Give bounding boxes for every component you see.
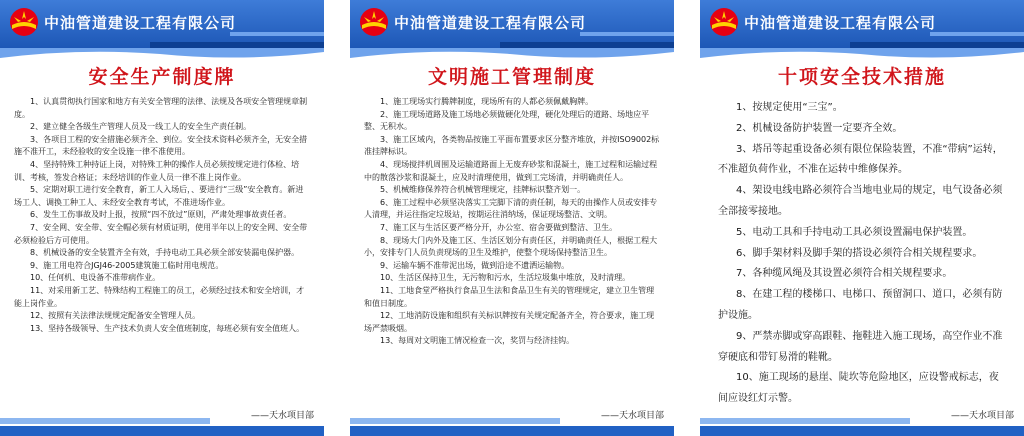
board-ten-safety-measures [700, 0, 1024, 436]
signature: ——天水项目部 [950, 411, 1014, 421]
board-title: 文明施工管理制度 [427, 66, 596, 88]
board-body [718, 98, 1008, 410]
company-logo-icon [8, 7, 40, 37]
list-item: 13、每周对文明施工情况检查一次，奖罚与经济挂钩。 [380, 336, 575, 346]
board-header [0, 0, 324, 48]
list-item: 8、机械设备的安全装置齐全有效，手持电动工具必须全部安装漏电保护器。 [30, 248, 300, 258]
board-footer [350, 404, 674, 436]
board-safety-production [0, 0, 324, 436]
company-name: 中油管道建设工程有限公司 [44, 14, 237, 32]
list-item: 1、认真贯彻执行国家和地方有关安全管理的法律、法规及各项安全管理规章制度。 [14, 97, 308, 119]
list-item: 3、各项目工程的安全措施必须齐全、到位。安全技术资料必须齐全，无安全措施不准开工，未经验收的安全设施一律不准使用。 [14, 134, 308, 157]
company-name: 中油管道建设工程有限公司 [744, 14, 937, 32]
list-item: 7、施工区与生活区要严格分开，办公室、宿舍要做到整洁、卫生。 [380, 222, 618, 232]
board-body [364, 96, 660, 348]
list-item: 12、按照有关法律法规规定配备安全管理人员。 [30, 311, 201, 321]
board-footer [700, 404, 1024, 436]
list-item: 13、坚持各级领导、生产技术负责人安全值班制度，每班必须有安全值班人。 [30, 323, 305, 333]
list-item: 3、塔吊等起重设备必须有限位保险装置，不准“带病”运转，不准超负荷作业，不准在运转中维修保养。 [718, 143, 1003, 176]
list-item: 3、施工区域内，各类物品按施工平面布置要求区分整齐堆放，并按ISO9002标准挂牌标识。 [364, 134, 660, 157]
list-item: 5、定期对职工进行安全教育，新工人入场后，、要进行“三级”安全教育。新进场工人、调换工种工人、未经安全教育考试，不准进场作业。 [14, 185, 304, 207]
list-item: 9、施工用电符合JGJ46-2005建筑施工临时用电规范。 [30, 260, 224, 270]
list-item: 6、施工过程中必须坚决落实工完脚下清的责任制，每天的由操作人员或安排专人清理，并运往指定垃圾站，按期运往消纳场，保证现场整洁、文明。 [364, 197, 658, 220]
list-item: 11、对采用新工艺、特殊结构工程施工的员工，必须经过技术和安全培训，才能上岗作业。 [14, 285, 305, 308]
board-header [350, 0, 674, 48]
list-item: 7、安全网、安全带、安全帽必须有材质证明，使用半年以上的安全网、安全带必须检验后方可使用。 [14, 222, 308, 245]
list-item: 8、在建工程的楼梯口、电梯口、预留洞口、道口，必须有防护设施。 [718, 289, 1003, 321]
list-item: 10、生活区保持卫生，无污物和污水，生活垃圾集中堆放，及时清理。 [380, 273, 631, 283]
company-name: 中油管道建设工程有限公司 [394, 14, 587, 32]
company-logo-icon [708, 7, 740, 37]
list-item: 12、工地消防设施和组织有关标识牌按有关规定配备齐全，符合要求，施工现场严禁吸烟。 [364, 311, 655, 333]
board-civilized-construction [350, 0, 674, 436]
board-title: 十项安全技术措施 [777, 66, 946, 88]
header-wave-decoration [700, 48, 1024, 62]
board-body [14, 96, 310, 335]
list-item: 5、电动工具和手持电动工具必须设置漏电保护装置。 [736, 226, 973, 238]
signature: ——天水项目部 [250, 411, 314, 421]
board-footer [0, 404, 324, 436]
list-item: 4、坚持特殊工种持证上岗，对特殊工种的操作人员必须按规定进行体检、培训、考核，签发合格证；未经培训的作业人员一律不准上岗作业。 [14, 159, 300, 182]
list-item: 11、工地食堂严格执行食品卫生法和食品卫生有关的管理规定，建立卫生管理和值日制度。 [364, 285, 655, 308]
header-wave-decoration [0, 48, 324, 62]
list-item: 9、严禁赤脚或穿高跟鞋、拖鞋进入施工现场，高空作业不准穿硬底和带钉易滑的鞋靴。 [718, 330, 1003, 363]
list-item: 6、发生工伤事故及时上报，按照“四不放过”原则，严肃处理事故责任者。 [30, 210, 292, 220]
list-item: 2、建立健全各级生产管理人员及一线工人的安全生产责任制。 [30, 122, 252, 132]
list-item: 9、运输车辆不准带泥出场，做到沿途不遗洒运输物。 [380, 260, 570, 270]
header-wave-decoration [350, 48, 674, 62]
company-logo-icon [358, 7, 390, 37]
list-item: 2、机械设备防护装置一定要齐全效。 [736, 122, 903, 134]
signature: ——天水项目部 [600, 411, 664, 421]
list-item: 10、任何机、电设备不准带病作业。 [30, 273, 161, 283]
list-item: 5、机械维修保养符合机械管理规定，挂牌标识整齐划一。 [380, 185, 586, 195]
list-item: 4、架设电线电路必须符合当地电业局的规定，电气设备必须全部接零接地。 [718, 185, 1003, 217]
list-item: 10、施工现场的悬崖、陡坎等危险地区，应设警戒标志，夜间应设红灯示警。 [718, 372, 999, 405]
board-title: 安全生产制度牌 [88, 66, 236, 88]
list-item: 1、按规定使用“三宝”。 [736, 102, 843, 113]
list-item: 7、各种缆风绳及其设置必须符合相关规程要求。 [736, 268, 953, 280]
list-item: 6、脚手架材料及脚手架的搭设必须符合相关规程要求。 [736, 247, 983, 259]
board-header [700, 0, 1024, 48]
list-item: 8、现场大门内外及施工区、生活区划分有责任区，并明确责任人，根据工程大小，安排专门人员负责现场的卫生及维护，使整个现场保持整洁卫生。 [364, 235, 658, 258]
list-item: 2、施工现场道路及施工场地必须做硬化处理，硬化处理后的道路、场地应平整、无积水。 [364, 109, 650, 132]
list-item: 4、现场搅拌机周围及运输道路面上无废弃砂浆和混凝土，施工过程和运输过程中的散落沙浆和混凝土，应及时清理使用，做到工完场清，并明确责任人。 [364, 159, 658, 182]
list-item: 1、施工现场实行腾牌制度，现场所有的人都必须佩戴胸牌。 [380, 97, 594, 106]
